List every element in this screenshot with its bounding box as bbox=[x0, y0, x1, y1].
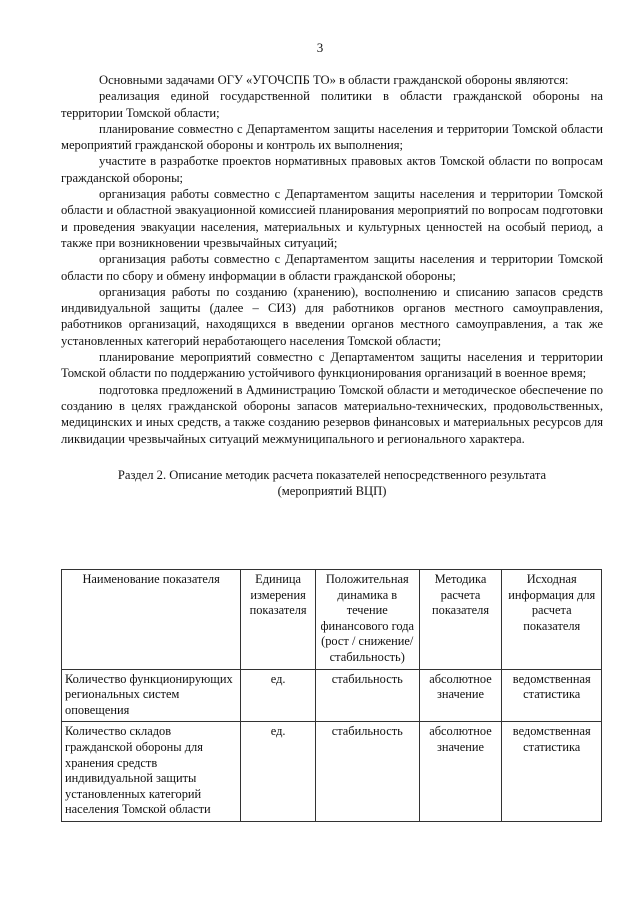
indicators-table bbox=[61, 569, 602, 822]
task-item: организация работы по созданию (хранению), восполнению и списанию запасов средств индивидуальной защиты (далее – СИЗ) для работников органов местного самоуправления, работников организаций, находящихся в введении органов местного самоуправления, а так же установленных категорий неработающего населения Томской области; bbox=[61, 284, 603, 348]
cell-dynamics: стабильность bbox=[315, 669, 419, 722]
header-indicator-name: Наименование показателя bbox=[62, 570, 241, 670]
intro-paragraph: Основными задачами ОГУ «УГОЧСПБ ТО» в области гражданской обороны являются: bbox=[99, 73, 569, 87]
section-heading-line: (мероприятий ВЦП) bbox=[277, 484, 387, 499]
header-source: Исходная информация для расчета показателя bbox=[502, 570, 602, 670]
page-number: 3 bbox=[316, 40, 324, 55]
cell-method: абсолютное значение bbox=[419, 669, 502, 722]
task-item: организация работы совместно с Департаментом защиты населения и территории Томской области по сбору и обмену информации в области гражданской обороны; bbox=[61, 252, 603, 283]
cell-unit: ед. bbox=[241, 722, 316, 822]
task-item: реализация единой государственной политики в области гражданской обороны на территории Томской области; bbox=[61, 89, 603, 120]
task-item: подготовка предложений в Администрацию Томской области и методическое обеспечение по созданию в целях гражданской обороны запасов материально-технических, продовольственных, медицинских и иных средств, а также созданию резервов финансовых и материальных ресурсов для ликвидации чрезвычайных ситуаций межмуниципального и регионального характера. bbox=[61, 382, 603, 446]
task-item: организация работы совместно с Департаментом защиты населения и территории Томской области и областной эвакуационной комиссией планирования мероприятий по вопросам подготовки и проведения эвакуации населения, материальных и культурных ценностей на особый период, а также при возникновении чрезвычайных ситуаций; bbox=[61, 187, 603, 250]
document-body bbox=[61, 72, 603, 499]
cell-source: ведомственная статистика bbox=[502, 669, 602, 722]
cell-source: ведомственная статистика bbox=[502, 722, 602, 822]
section-heading-line: Раздел 2. Описание методик расчета показателей непосредственного результата bbox=[117, 467, 547, 482]
header-method: Методика расчета показателя bbox=[419, 570, 502, 670]
table-row bbox=[62, 722, 602, 822]
cell-indicator-name: Количество складов гражданской обороны для хранения средств индивидуальной защиты установленных категорий населения Томской области bbox=[62, 722, 241, 822]
task-item: участите в разработке проектов нормативных правовых актов Томской области по вопросам гражданской обороны; bbox=[61, 154, 603, 185]
cell-method: абсолютное значение bbox=[419, 722, 502, 822]
cell-unit: ед. bbox=[241, 669, 316, 722]
header-unit: Единица измерения показателя bbox=[241, 570, 316, 670]
header-dynamics: Положительная динамика в течение финансового года (рост / снижение/ стабильность) bbox=[315, 570, 419, 670]
table-header-row bbox=[62, 570, 602, 670]
section-heading bbox=[61, 467, 603, 500]
table-row bbox=[62, 669, 602, 722]
cell-dynamics: стабильность bbox=[315, 722, 419, 822]
task-item: планирование мероприятий совместно с Департаментом защиты населения и территории Томской области по поддержанию устойчивого функционирования организаций в военное время; bbox=[61, 350, 603, 381]
task-item: планирование совместно с Департаментом защиты населения и территории Томской области мероприятий гражданской обороны и контроль их выполнения; bbox=[61, 121, 603, 153]
cell-indicator-name: Количество функционирующих региональных систем оповещения bbox=[62, 669, 241, 722]
